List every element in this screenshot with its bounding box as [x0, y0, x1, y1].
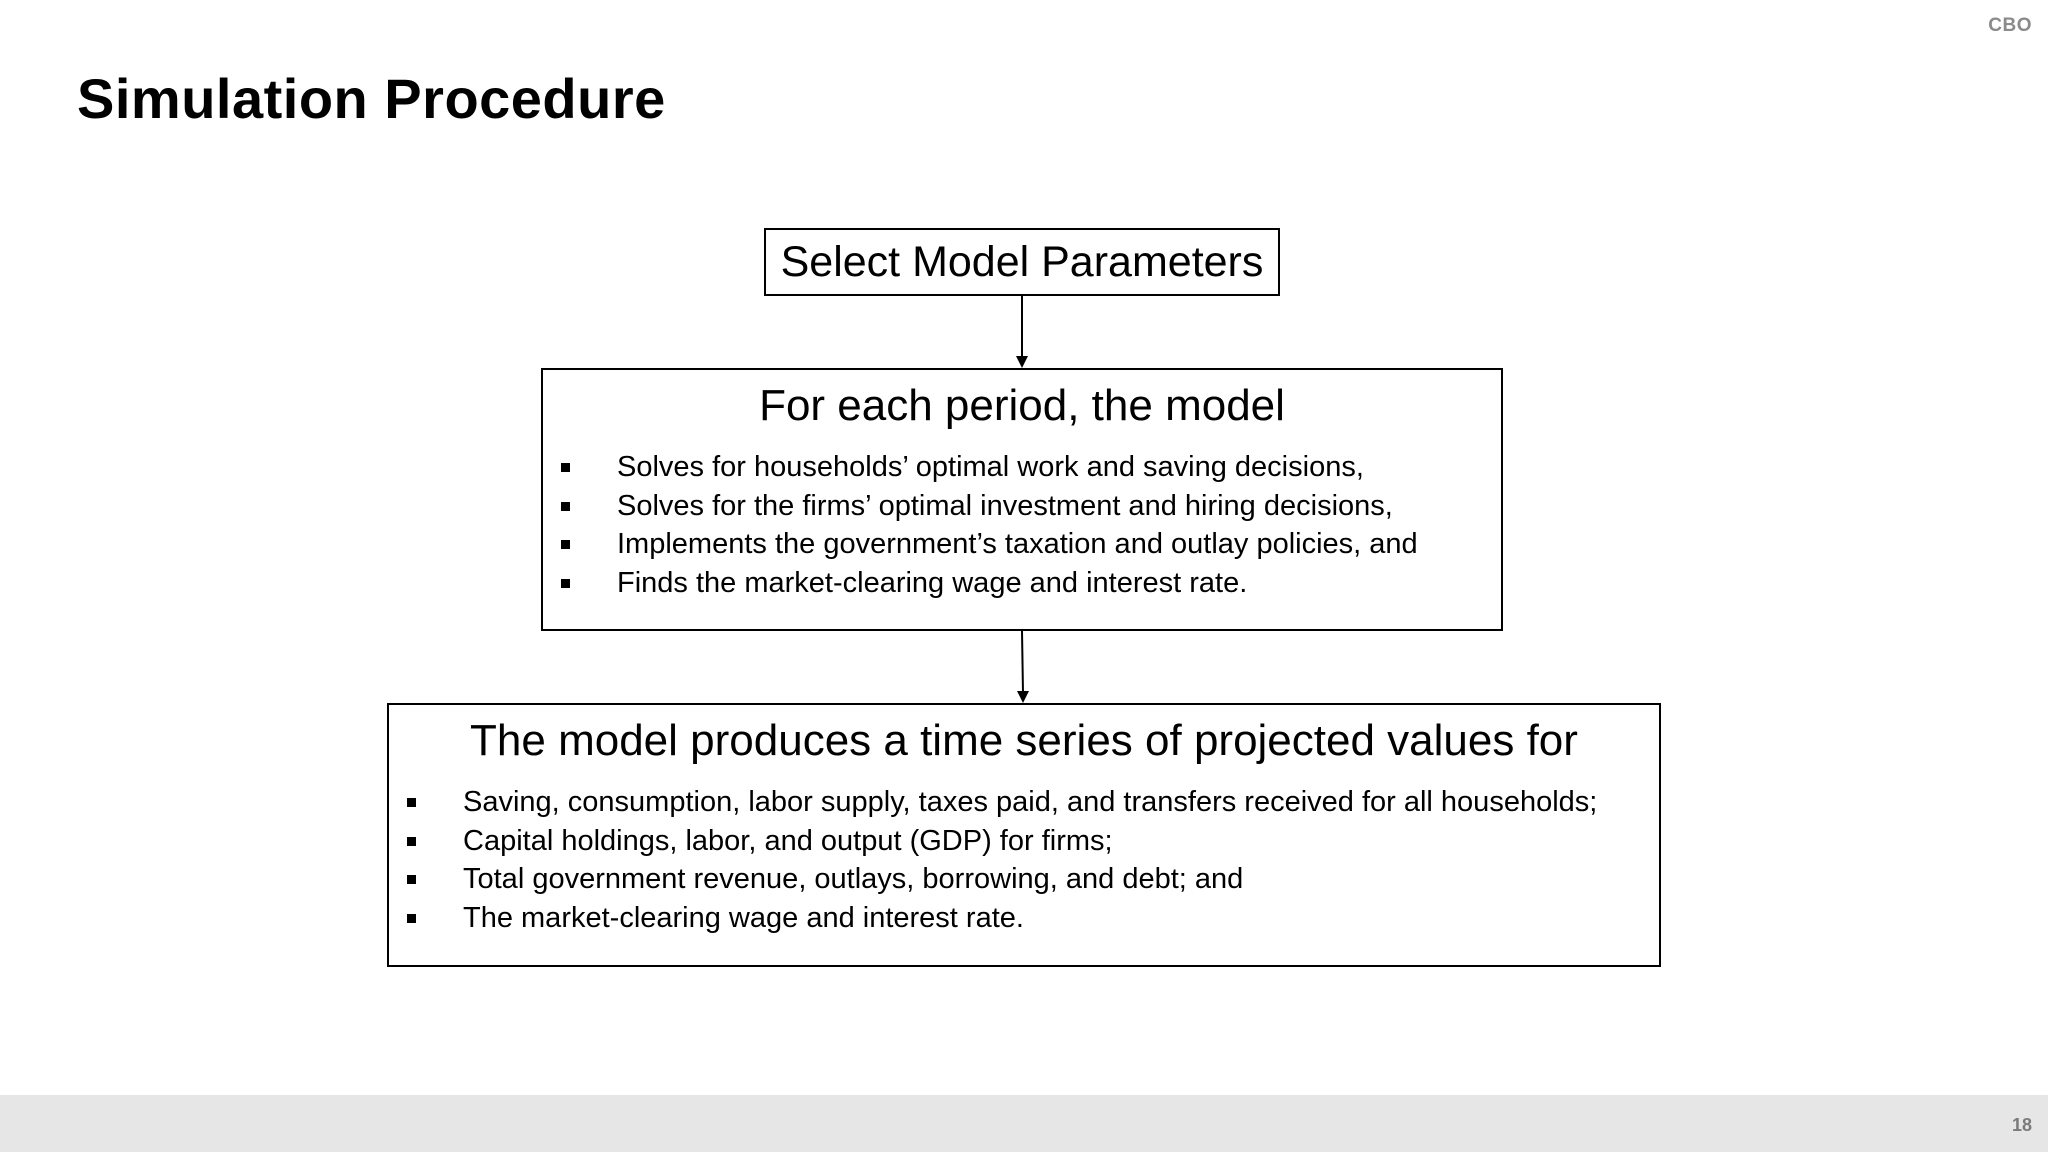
bullet-text: Implements the government’s taxation and outlay policies, and	[617, 528, 1418, 560]
select-parameters-label: Select Model Parameters	[780, 238, 1264, 286]
square-bullet-icon	[561, 579, 570, 588]
brand-logo-text: CBO	[1988, 15, 2032, 36]
square-bullet-icon	[561, 502, 570, 511]
bullet-text: Saving, consumption, labor supply, taxes paid, and transfers received for all households;	[463, 786, 1598, 818]
square-bullet-icon	[561, 540, 570, 549]
square-bullet-icon	[407, 798, 416, 807]
bullet-text: Capital holdings, labor, and output (GDP) for firms;	[463, 824, 1113, 857]
bullet-text: Solves for the firms’ optimal investment and hiring decisions,	[617, 489, 1393, 522]
select-parameters-box	[764, 228, 1280, 296]
model-output-bullet-list	[389, 783, 1659, 937]
footer-bar	[0, 1095, 2048, 1152]
bullet-text: The market-clearing wage and interest rate.	[463, 901, 1024, 934]
per-period-model-box	[541, 368, 1503, 631]
arrow-params-to-period	[1016, 296, 1028, 368]
list-item	[543, 448, 1501, 487]
model-output-box	[387, 703, 1661, 967]
bullet-text: Total government revenue, outlays, borrowing, and debt; and	[463, 863, 1244, 895]
arrow-period-to-output	[1017, 631, 1029, 703]
list-item	[543, 564, 1501, 603]
model-output-heading: The model produces a time series of projected values for	[470, 716, 1578, 765]
square-bullet-icon	[407, 837, 416, 846]
square-bullet-icon	[407, 914, 416, 923]
list-item	[389, 860, 1659, 899]
list-item	[389, 783, 1659, 822]
bullet-text: Solves for households’ optimal work and saving decisions,	[617, 451, 1364, 483]
per-period-bullet-list	[543, 448, 1501, 602]
slide-title: Simulation Procedure	[77, 67, 666, 130]
per-period-heading: For each period, the model	[759, 381, 1285, 430]
bullet-text: Finds the market-clearing wage and interest rate.	[617, 566, 1248, 599]
page-number: 18	[2011, 1115, 2032, 1135]
list-item	[389, 822, 1659, 861]
list-item	[543, 525, 1501, 564]
square-bullet-icon	[561, 463, 570, 472]
square-bullet-icon	[407, 875, 416, 884]
list-item	[543, 487, 1501, 526]
list-item	[389, 899, 1659, 938]
